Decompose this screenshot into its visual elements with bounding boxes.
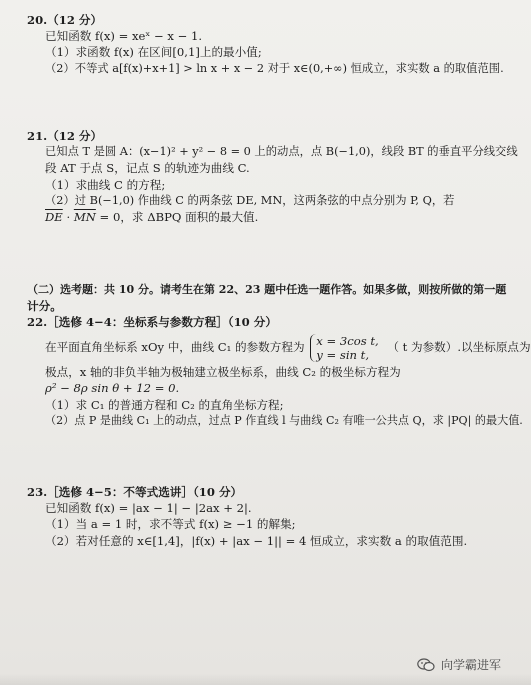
problem-22-part2: （2）点 P 是曲线 C₁ 上的动点，过点 P 作直线 l 与曲线 C₂ 有唯一公共点 Q，求 |PQ| 的最大值.	[45, 413, 523, 427]
watermark	[417, 656, 501, 673]
param-eq-y: y = sin t,	[316, 348, 370, 363]
problem-22-part1: （1）求 C₁ 的普通方程和 C₂ 的直角坐标方程;	[45, 397, 284, 412]
problem-23-heading: 23.［选修 4−5：不等式选讲］（10 分）	[27, 485, 243, 499]
vector-mn: $\overline{MN}$	[73, 210, 96, 225]
problem-22-polar-line: 极点，x 轴的非负半轴为极轴建立极坐标系，曲线 C₂ 的极坐标方程为	[45, 365, 401, 380]
dot-operator: ·	[62, 210, 74, 225]
problem-21-heading: 21.（12 分）	[27, 129, 103, 143]
problem-23-part2: （2）若对任意的 x∈[1,4]，|f(x) + |ax − 1|| = 4 恒成立，求实数 a 的取值范围.	[45, 533, 468, 548]
problem-23	[27, 484, 507, 549]
elective-section-line1: （二）选考题：共 10 分。请考生在第 22、23 题中任选一题作答。如果多做，则按所做的第一题	[27, 283, 507, 296]
wechat-icon	[417, 658, 435, 672]
problem-21	[27, 128, 518, 225]
param-eq-x: x = 3cos t,	[316, 334, 379, 349]
vector-de: $\overline{DE}$	[45, 210, 63, 225]
problem-20-part1: （1）求函数 f(x) 在区间[0,1]上的最小值;	[45, 45, 262, 60]
problem-21-part1: （1）求曲线 C 的方程;	[45, 177, 166, 192]
problem-22-text-post: （ t 为参数）.以坐标原点为	[387, 340, 531, 355]
elective-section-line2: 计分。	[27, 299, 62, 314]
elective-section	[27, 282, 507, 314]
parametric-equations	[310, 334, 381, 362]
problem-21-given-line1: 已知点 T 是圆 A：(x−1)² + y² − 8 = 0 上的动点，点 B(−1,0)，线段 BT 的垂直平分线交线	[45, 145, 518, 159]
problem-21-part2-line1: （2）过 B(−1,0) 作曲线 C 的两条弦 DE, MN，这两条弦的中点分别为 P, Q，若	[45, 193, 455, 207]
problem-22	[27, 314, 531, 429]
problem-22-param-line	[27, 330, 531, 364]
problem-21-part2-line2	[27, 209, 507, 225]
problem-20-part2: （2）不等式 a[f(x)+x+1] > ln x + x − 2 对于 x∈(0,+∞) 恒成立，求实数 a 的取值范围.	[45, 61, 504, 75]
problem-23-part1: （1）当 a = 1 时，求不等式 f(x) ≥ −1 的解集;	[45, 517, 296, 532]
watermark-text: 向学霸进军	[440, 658, 501, 672]
problem-22-polar-equation: ρ² − 8ρ sin θ + 12 = 0.	[45, 381, 180, 396]
problem-22-heading: 22.［选修 4−4：坐标系与参数方程］（10 分）	[27, 315, 277, 329]
problem-20	[27, 12, 507, 77]
problem-21-part2-rest: = 0，求 ΔBPQ 面积的最大值.	[95, 210, 259, 225]
problem-21-given-line2: 段 AT 于点 S，记点 S 的轨迹为曲线 C.	[45, 161, 250, 176]
problem-20-given: 已知函数 f(x) = xeˣ − x − 1.	[45, 29, 203, 44]
problem-22-text-pre: 在平面直角坐标系 xOy 中，曲线 C₁ 的参数方程为	[45, 340, 305, 355]
problem-20-heading: 20.（12 分）	[27, 13, 103, 27]
problem-23-given: 已知函数 f(x) = |ax − 1| − |2ax + 2|.	[45, 501, 252, 516]
page-shadow	[0, 673, 531, 685]
